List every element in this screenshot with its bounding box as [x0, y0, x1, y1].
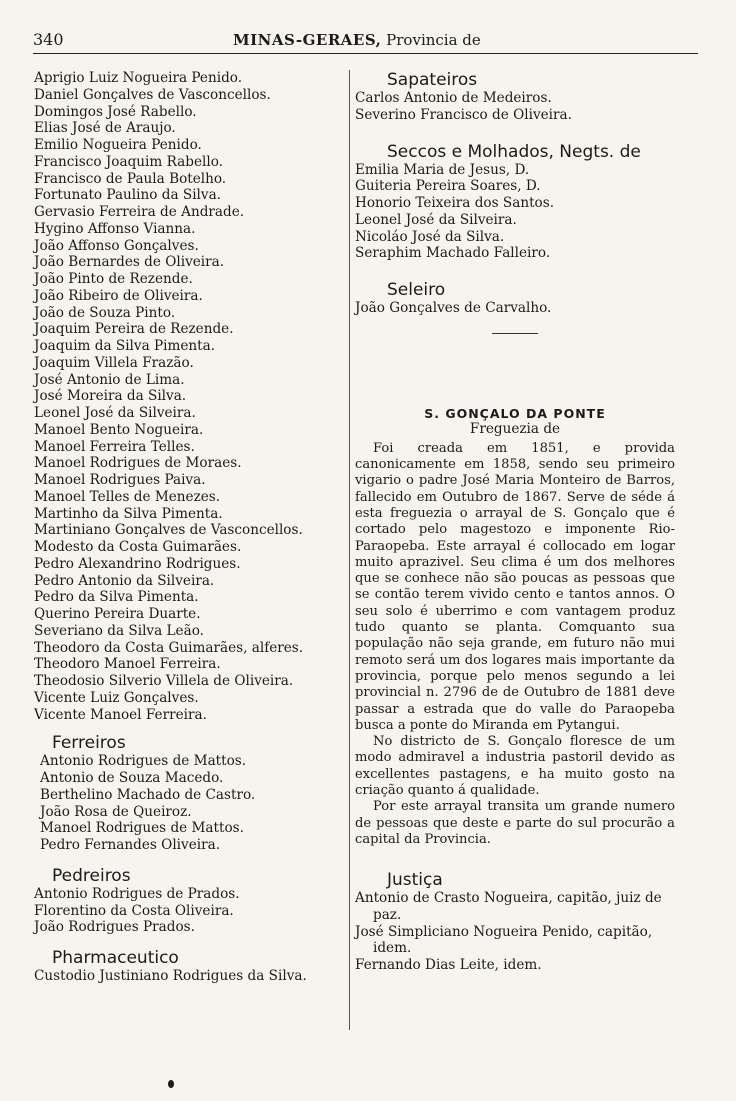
list-item: Fortunato Paulino da Silva. [34, 187, 222, 204]
list-item: José Simpliciano Nogueira Penido, capitão, idem. [355, 923, 653, 957]
list-item: Theodoro Manoel Ferreira. [34, 656, 221, 673]
list-item: Francisco Joaquim Rabello. [34, 153, 223, 170]
section-heading-ferreiros: Ferreiros [52, 733, 126, 754]
sapateiros-list [355, 90, 675, 124]
list-item: João Rodrigues Prados. [34, 919, 195, 936]
list-item: Severino Francisco de Oliveira. [355, 106, 572, 123]
running-title-bold: MINAS-GERAES, [233, 31, 382, 49]
list-item: Manoel Ferreira Telles. [34, 438, 195, 455]
list-item: Fernando Dias Leite, idem. [355, 957, 542, 974]
list-item: Honorio Teixeira dos Santos. [355, 195, 555, 211]
list-item: Antonio Rodrigues de Mattos. [40, 753, 247, 770]
list-item: Antonio de Crasto Nogueira, capitão, juiz de paz. [355, 890, 662, 923]
right-column [355, 70, 675, 974]
list-item: Guiteria Pereira Soares, D. [355, 178, 541, 195]
list-item: Modesto da Costa Guimarães. [34, 539, 242, 555]
section-heading-sapateiros: Sapateiros [387, 70, 478, 90]
list-item: João Rosa de Queiroz. [40, 803, 192, 820]
list-item: João Pinto de Rezende. [34, 271, 193, 287]
page-header [33, 30, 669, 52]
list-item: Carlos Antonio de Medeiros. [355, 90, 552, 106]
list-item: Theodoro da Costa Guimarães, alferes. [34, 639, 304, 656]
parish-paragraph: Por este arrayal transita um grande numero de pessoas que deste e parte do sul procurão a capital da Provincia. [355, 799, 675, 847]
page-number: 340 [33, 30, 64, 49]
section-heading-seccos: Seccos e Molhados, Negts. de [387, 141, 641, 162]
list-item: Manoel Rodrigues Paiva. [34, 472, 206, 488]
parish-paragraph: Foi creada em 1851, e provida canonicamente em 1858, sendo seu primeiro vigario o padre José Maria Monteiro de Barros, fallecido em Outubro de 1867. Serve de séde á esta freguezia o arrayal de S. Gonçalo que é cortado pelo magestozo e imponente Rio-Paraopeba. Este arrayal é collocado em logar muito aprazivel. Seu clima é um dos melhores que se conhece não são poucas as pessoas que se contão terem vivido cento e tantos annos. O seu solo é uberrimo e com vantagem produz tudo quanto se planta. Comquanto sua população não seja grande, em futuro não mui remoto será um dos logares mais importante da provincia, porque pelo menos segundo a lei provincial n. 2796 de de Outubro de 1881 deve passar a estrada que do valle do Paraopeba busca a ponte do Miranda em Pytangui. [355, 440, 675, 733]
pedreiros-list [34, 886, 349, 936]
list-item: Emilio Nogueira Penido. [34, 137, 202, 153]
list-item: Querino Pereira Duarte. [34, 606, 201, 622]
list-item: Severiano da Silva Leão. [34, 622, 204, 639]
list-item: Pedro Alexandrino Rodrigues. [34, 555, 241, 572]
left-column [34, 70, 349, 985]
section-rule [492, 333, 538, 334]
list-item: Antonio Rodrigues de Prados. [34, 885, 240, 902]
parish-subtitle: Freguezia de [469, 420, 561, 437]
list-item: Pedro Fernandes Oliveira. [40, 837, 221, 853]
list-item: Joaquim da Silva Pimenta. [34, 338, 216, 354]
list-item: Aprigio Luiz Nogueira Penido. [34, 70, 243, 86]
list-item: Manoel Rodrigues de Mattos. [40, 820, 244, 837]
running-title-rest: Provincia de [386, 31, 481, 49]
list-item: Francisco de Paula Botelho. [34, 170, 227, 187]
names-list [34, 70, 349, 723]
column-divider [349, 70, 350, 1030]
list-item: Hygino Affonso Vianna. [34, 220, 196, 237]
section-heading-pedreiros: Pedreiros [52, 865, 131, 886]
list-item: João Affonso Gonçalves. [34, 237, 199, 254]
section-heading-justica: Justiça [387, 870, 443, 891]
list-item: Custodio Justiniano Rodrigues da Silva. [34, 968, 307, 984]
list-item: Elias José de Araujo. [34, 120, 176, 137]
parish-paragraph: No districto de S. Gonçalo floresce de um modo admiravel a industria pastoril devido as excellentes pastagens, e ha muito gosto na criação quanto á qualidade. [355, 734, 675, 798]
section-heading-pharmaceutico: Pharmaceutico [52, 948, 179, 968]
list-item: Martiniano Gonçalves de Vasconcellos. [34, 522, 303, 539]
header-rule [33, 53, 698, 54]
list-item: Florentino da Costa Oliveira. [34, 902, 234, 919]
list-item: Antonio de Souza Macedo. [40, 770, 224, 786]
list-item: Manoel Rodrigues de Moraes. [34, 455, 242, 472]
list-item: Joaquim Pereira de Rezende. [34, 321, 234, 338]
list-item: João Ribeiro de Oliveira. [34, 287, 203, 304]
list-item: Gervasio Ferreira de Andrade. [34, 204, 245, 220]
pharmaceutico-list [34, 968, 349, 985]
list-item: Pedro Antonio da Silveira. [34, 572, 215, 589]
list-item: Leonel José da Silveira. [34, 405, 196, 421]
list-item: Seraphim Machado Falleiro. [355, 245, 551, 262]
ferreiros-list [34, 753, 349, 854]
list-item: José Moreira da Silva. [34, 388, 187, 405]
list-item: Joaquim Villela Frazão. [34, 354, 194, 371]
list-item: Daniel Gonçalves de Vasconcellos. [34, 86, 271, 103]
list-item: João Bernardes de Oliveira. [34, 254, 225, 271]
list-item: João Gonçalves de Carvalho. [355, 300, 552, 316]
running-title [233, 31, 481, 49]
section-heading-seleiro: Seleiro [387, 280, 446, 300]
list-item: Nicoláo José da Silva. [355, 228, 505, 245]
list-item: Emilia Maria de Jesus, D. [355, 161, 530, 178]
list-item: Manoel Bento Nogueira. [34, 421, 204, 438]
list-item: José Antonio de Lima. [34, 371, 185, 388]
list-item: Martinho da Silva Pimenta. [34, 505, 223, 522]
print-mark [168, 1080, 174, 1088]
seleiro-list [355, 300, 675, 317]
list-item: Vicente Manoel Ferreira. [34, 706, 207, 723]
seccos-list [355, 162, 675, 263]
list-item: Domingos José Rabello. [34, 103, 197, 120]
list-item: Berthelino Machado de Castro. [40, 786, 256, 803]
list-item: Leonel José da Silveira. [355, 211, 517, 228]
justica-list [355, 890, 675, 974]
parish-title: S. GONÇALO DA PONTE [424, 405, 606, 421]
list-item: Manoel Telles de Menezes. [34, 488, 221, 505]
list-item: Pedro da Silva Pimenta. [34, 589, 199, 606]
list-item: Theodosio Silverio Villela de Oliveira. [34, 673, 294, 689]
list-item: João de Souza Pinto. [34, 304, 176, 321]
list-item: Vicente Luiz Gonçalves. [34, 689, 199, 706]
